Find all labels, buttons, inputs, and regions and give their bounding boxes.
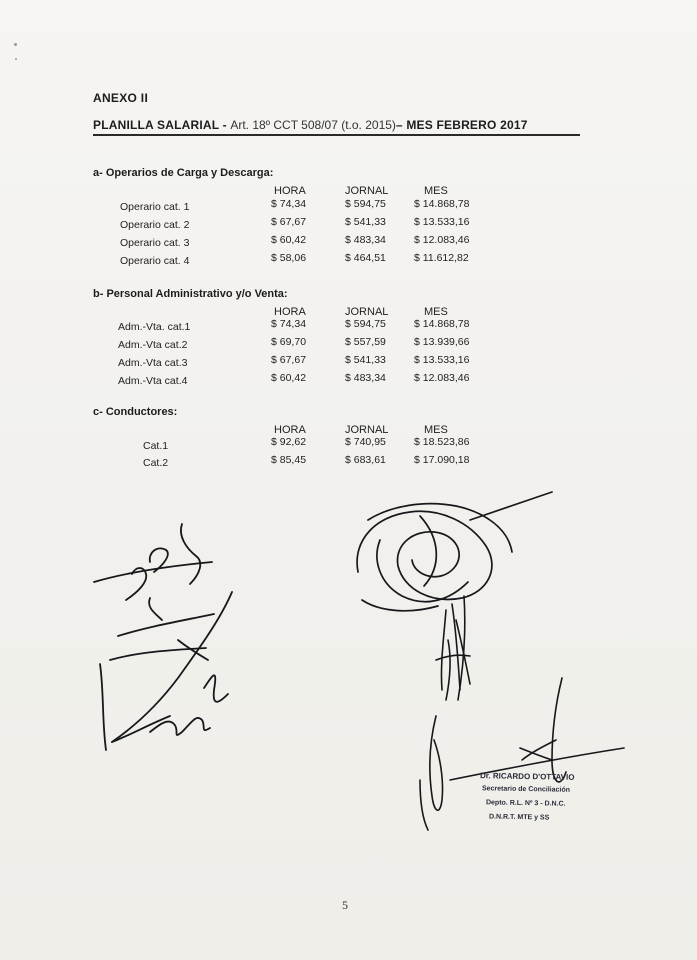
header-separator: - xyxy=(219,118,231,132)
row-label: Adm.-Vta cat.2 xyxy=(118,339,188,351)
annex-title: ANEXO II xyxy=(93,91,149,105)
cell-mes: $ 13.533,16 xyxy=(414,216,470,228)
cell-jornal: $ 464,51 xyxy=(345,252,386,264)
cell-mes: $ 13.939,66 xyxy=(414,336,470,348)
cell-jornal: $ 594,75 xyxy=(345,198,386,210)
row-label: Operario cat. 3 xyxy=(120,237,190,249)
cell-jornal: $ 683,61 xyxy=(345,454,386,466)
cell-mes: $ 14.868,78 xyxy=(414,318,470,330)
cell-hora: $ 74,34 xyxy=(271,318,307,330)
page-number: 5 xyxy=(342,898,348,912)
col-head-jornal: JORNAL xyxy=(345,424,389,436)
cell-hora: $ 58,06 xyxy=(271,252,307,264)
header-month: – MES FEBRERO 2017 xyxy=(395,118,528,132)
cell-mes: $ 17.090,18 xyxy=(414,454,470,466)
row-label: Cat.1 xyxy=(143,440,169,452)
stamp-role: Secretario de Conciliación xyxy=(481,785,570,794)
section-title-a: a- Operarios de Carga y Descarga: xyxy=(93,167,274,179)
cell-jornal: $ 483,34 xyxy=(345,234,386,246)
cell-mes: $ 11.612,82 xyxy=(414,252,469,264)
cell-hora: $ 67,67 xyxy=(271,216,307,228)
col-head-jornal: JORNAL xyxy=(345,185,389,197)
col-head-mes: MES xyxy=(424,424,448,436)
row-label: Adm.-Vta. cat.1 xyxy=(118,321,191,333)
col-head-hora: HORA xyxy=(274,424,306,436)
stamp-department: Depto. R.L. Nº 3 - D.N.C. xyxy=(485,799,566,808)
cell-hora: $ 60,42 xyxy=(271,372,307,384)
stamp-ministry: D.N.R.T. MTE y SS xyxy=(488,813,550,822)
signature-initials xyxy=(436,596,470,700)
col-head-hora: HORA xyxy=(274,306,306,318)
cell-jornal: $ 483,34 xyxy=(345,372,386,384)
cell-hora: $ 69,70 xyxy=(271,336,307,348)
cell-jornal: $ 557,59 xyxy=(345,336,386,348)
signature-stamp xyxy=(450,678,624,782)
row-label: Operario cat. 4 xyxy=(120,255,190,267)
signature-left xyxy=(94,524,232,750)
col-head-mes: MES xyxy=(424,185,448,197)
cell-jornal: $ 594,75 xyxy=(345,318,386,330)
cell-hora: $ 67,67 xyxy=(271,354,307,366)
cell-mes: $ 13.533,16 xyxy=(414,354,470,366)
cell-hora: $ 74,34 xyxy=(271,198,307,210)
stamp-name: Dr. RICARDO D'OTTAVIO xyxy=(479,771,575,782)
signature-scribble xyxy=(357,492,552,611)
cell-hora: $ 85,45 xyxy=(271,454,307,466)
row-label: Operario cat. 2 xyxy=(120,219,190,231)
cell-jornal: $ 740,95 xyxy=(345,436,386,448)
col-head-mes: MES xyxy=(424,306,448,318)
signature-lower xyxy=(420,716,443,830)
col-head-jornal: JORNAL xyxy=(345,306,389,318)
cell-hora: $ 60,42 xyxy=(271,234,307,246)
row-label: Adm.-Vta cat.3 xyxy=(118,357,188,369)
section-title-b: b- Personal Administrativo y/o Venta: xyxy=(93,288,288,300)
cell-mes: $ 18.523,86 xyxy=(414,436,470,448)
cell-jornal: $ 541,33 xyxy=(345,354,386,366)
row-label: Adm.-Vta cat.4 xyxy=(118,375,188,387)
row-label: Operario cat. 1 xyxy=(120,201,190,213)
cell-mes: $ 12.083,46 xyxy=(414,234,470,246)
section-title-c: c- Conductores: xyxy=(93,406,178,418)
cell-hora: $ 92,62 xyxy=(271,436,307,448)
cell-mes: $ 12.083,46 xyxy=(414,372,470,384)
cell-jornal: $ 541,33 xyxy=(345,216,386,228)
col-head-hora: HORA xyxy=(274,185,306,197)
cell-mes: $ 14.868,78 xyxy=(414,198,470,210)
header-reference: Art. 18º CCT 508/07 (t.o. 2015) xyxy=(230,118,396,132)
row-label: Cat.2 xyxy=(143,457,169,469)
header-title: PLANILLA SALARIAL xyxy=(93,118,220,132)
